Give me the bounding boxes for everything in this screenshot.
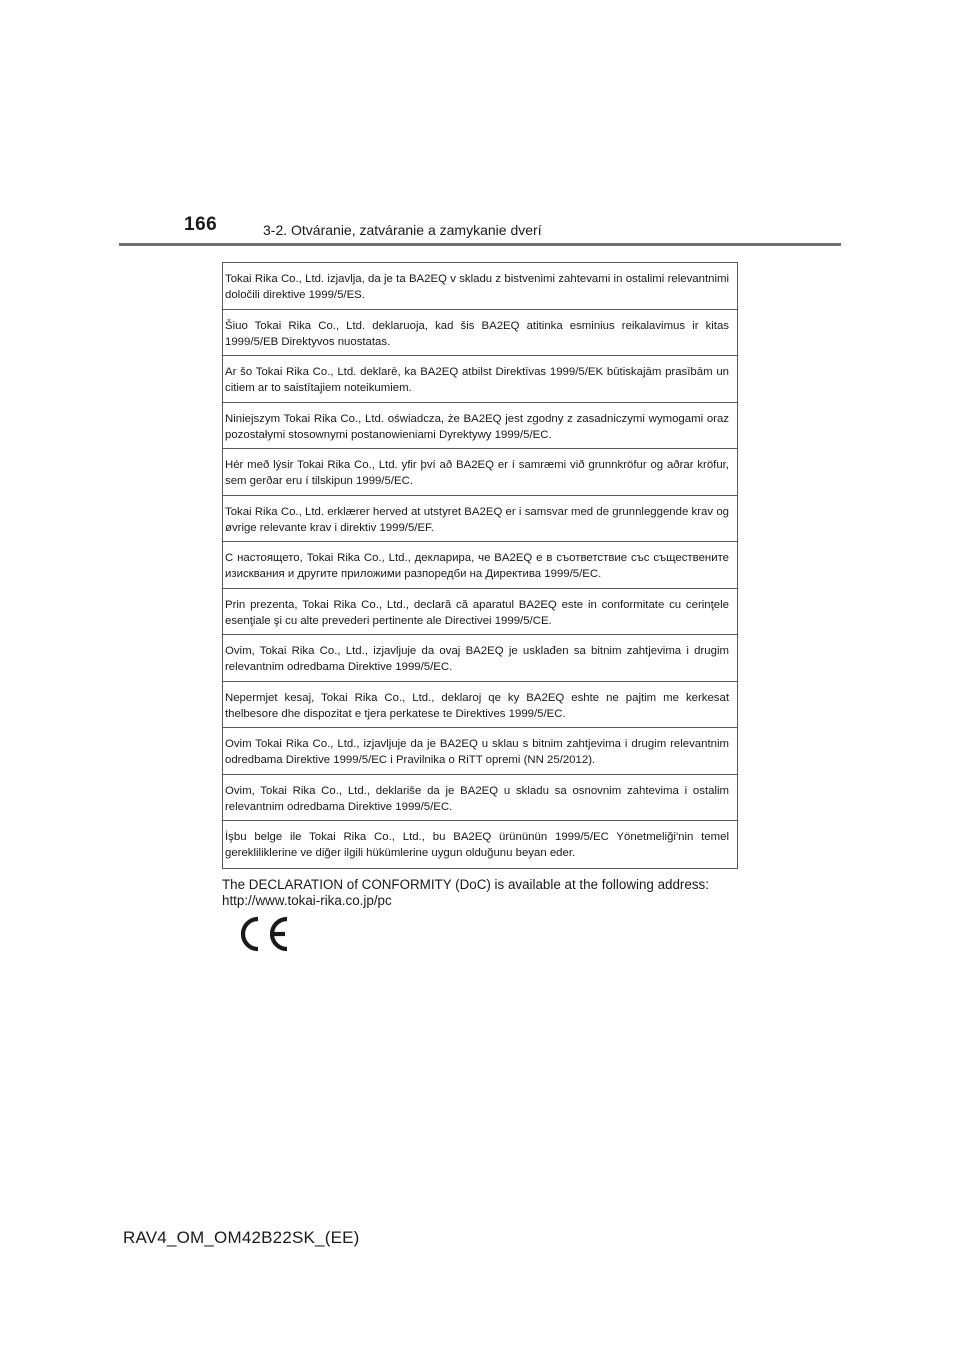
declaration-row-croatian: Ovim Tokai Rika Co., Ltd., izjavljuje da je BA2EQ u sklau s bitnim zahtjevima i drugim relevantnim odredbama Direktive 1999/5/EC i Pravilnika o RiTT opremi (NN 25/2012). xyxy=(223,728,737,775)
declaration-row-bosnian: Ovim, Tokai Rika Co., Ltd., izjavljuje da ovaj BA2EQ je usklađen sa bitnim zahtjevima i drugim relevantnim odredbama Direktive 1999/5/EC. xyxy=(223,635,737,682)
declaration-row-polish: Niniejszym Tokai Rika Co., Ltd. oświadcza, że BA2EQ jest zgodny z zasadniczymi wymogami oraz pozostałymi stosownymi postanowieniami Dyrektywy 1999/5/EC. xyxy=(223,403,737,450)
header-rule xyxy=(119,243,841,246)
declaration-row-bulgarian: С настоящето, Tokai Rika Co., Ltd., декларира, че BA2EQ е в съответствие със съществените изисквания и другите приложими разпоредби на Директива 1999/5/EC. xyxy=(223,542,737,589)
declaration-row-icelandic: Hér með lýsir Tokai Rika Co., Ltd. yfir því að BA2EQ er í samræmi við grunnkröfur og aðrar kröfur, sem gerðar eru í tilskipun 1999/5/EC. xyxy=(223,449,737,496)
declaration-row-lithuanian: Šiuo Tokai Rika Co., Ltd. deklaruoja, kad šis BA2EQ atitinka esminius reikalavimus ir kitas 1999/5/EB Direktyvos nuostatas. xyxy=(223,310,737,357)
declaration-row-albanian: Nepermjet kesaj, Tokai Rika Co., Ltd., deklaroj qe ky BA2EQ eshte ne pajtim me kerkesat thelbesore dhe dispozitat e tjera perkatese te Direktives 1999/5/EC. xyxy=(223,682,737,729)
doc-availability-note xyxy=(222,877,742,909)
footer-document-code: RAV4_OM_OM42B22SK_(EE) xyxy=(123,1228,360,1247)
declaration-row-serbian: Ovim, Tokai Rika Co., Ltd., deklariše da je BA2EQ u skladu sa osnovnim zahtevima i ostalim relevantnim odredbama Direktive 1999/5/EC. xyxy=(223,775,737,822)
declaration-row-romanian: Prin prezenta, Tokai Rika Co., Ltd., declară că aparatul BA2EQ este in conformitate cu cerinţele esenţiale şi cu alte prevederi pertinente ale Directivei 1999/5/CE. xyxy=(223,589,737,636)
declaration-row-slovenian: Tokai Rika Co., Ltd. izjavlja, da je ta BA2EQ v skladu z bistvenimi zahtevami in ostalimi relevantnimi določili direktive 1999/5/ES. xyxy=(223,263,737,310)
page-number: 166 xyxy=(184,214,218,235)
declaration-row-latvian: Ar šo Tokai Rika Co., Ltd. deklarē, ka BA2EQ atbilst Direktīvas 1999/5/EK būtiskajām prasībām un citiem ar to saistītajiem noteikumiem. xyxy=(223,356,737,403)
ce-mark-icon xyxy=(236,914,294,954)
section-title: 3-2. Otváranie, zatváranie a zamykanie dverí xyxy=(263,222,542,238)
doc-url-link[interactable]: http://www.tokai-rika.co.jp/pc xyxy=(222,893,392,908)
declaration-row-turkish: İşbu belge ile Tokai Rika Co., Ltd., bu BA2EQ ürününün 1999/5/EC Yönetmeliği'nin temel gerekliliklerine ve diğer ilgili hükümlerine uygun olduğunu beyan eder. xyxy=(225,831,729,859)
declaration-table xyxy=(222,262,738,869)
doc-note-text: The DECLARATION of CONFORMITY (DoC) is available at the following address: xyxy=(222,877,709,892)
declaration-row-norwegian: Tokai Rika Co., Ltd. erklærer herved at utstyret BA2EQ er i samsvar med de grunnleggende krav og øvrige relevante krav i direktiv 1999/5/EF. xyxy=(223,496,737,543)
